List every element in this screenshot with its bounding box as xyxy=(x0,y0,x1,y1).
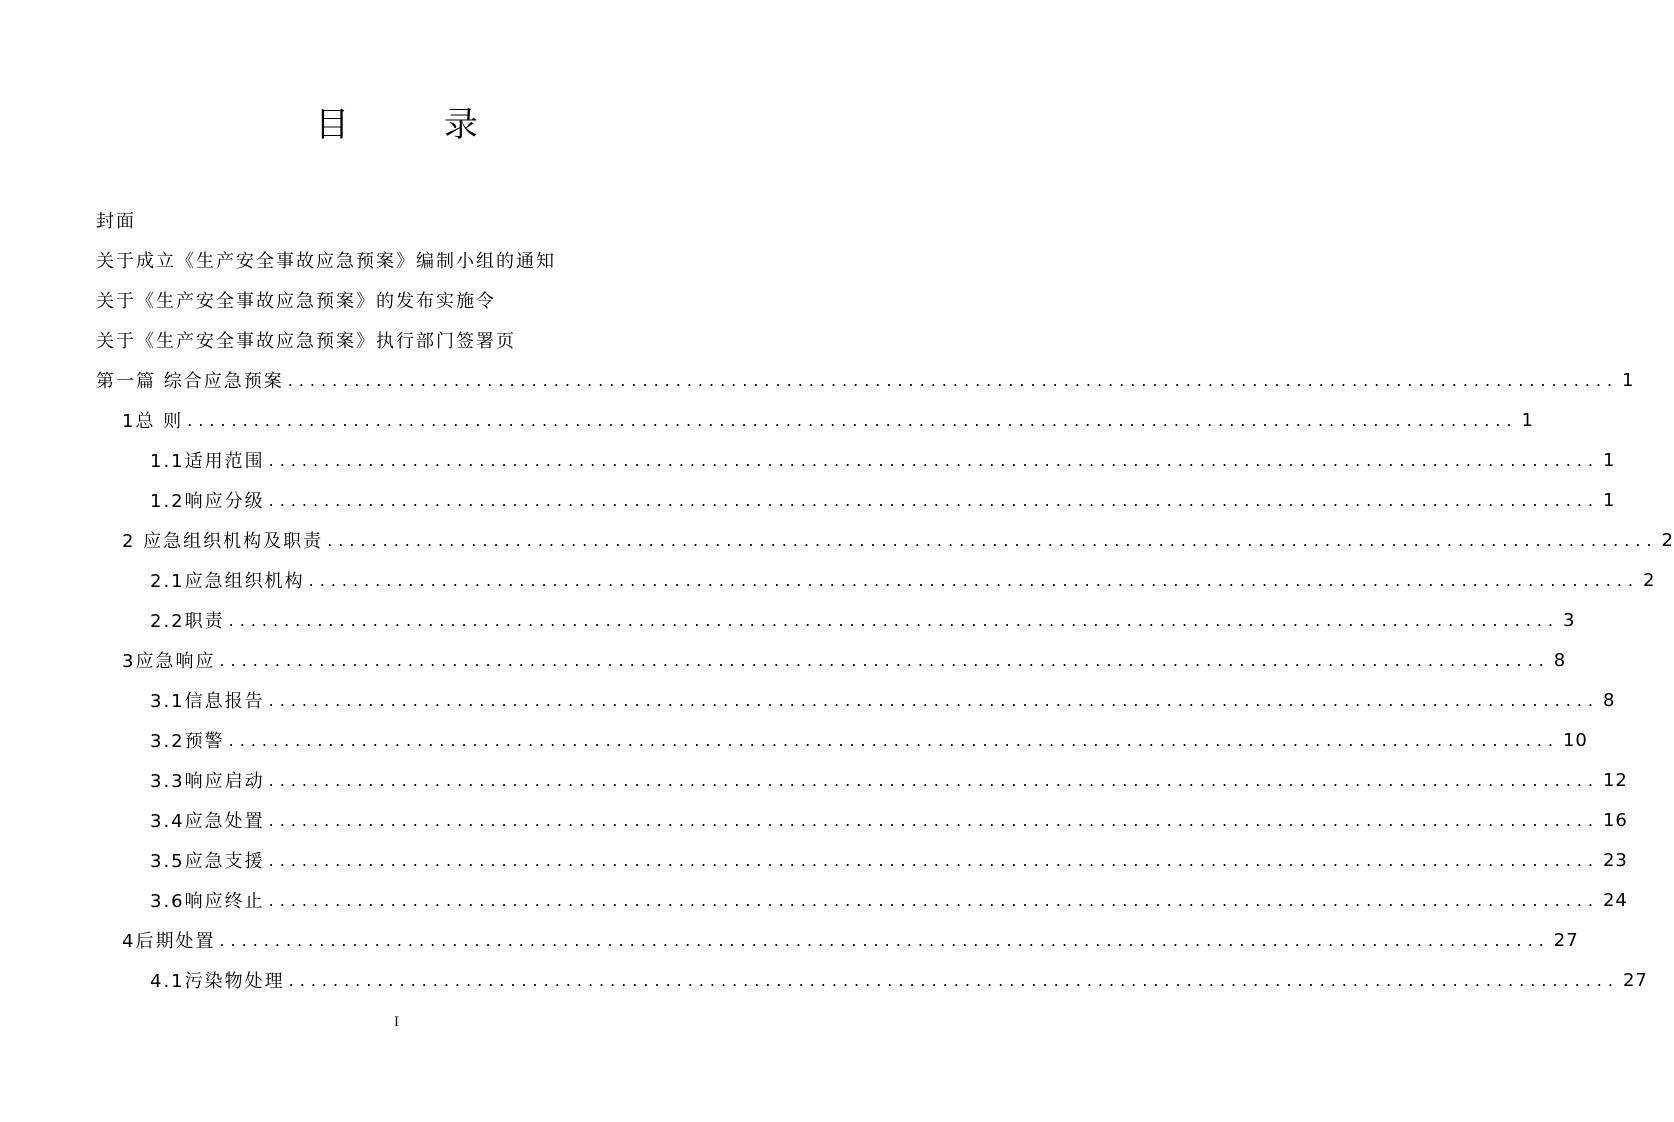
toc-entry[interactable] xyxy=(96,242,556,278)
toc-entry-label: 2 应急组织机构及职责 xyxy=(122,531,324,552)
toc-entry-page-number: 1 xyxy=(1602,449,1616,471)
toc-entry[interactable] xyxy=(150,962,1648,998)
toc-entry[interactable] xyxy=(150,722,1588,758)
toc-entry[interactable] xyxy=(150,562,1656,598)
toc-entry-page-number: 8 xyxy=(1602,689,1616,711)
toc-leader-dots: ........................................................................................................................ xyxy=(268,850,1599,870)
toc-entry[interactable] xyxy=(122,922,1579,958)
toc-entry[interactable] xyxy=(96,362,1635,398)
toc-entry-page-number: 12 xyxy=(1602,769,1628,791)
toc-leader-dots: ........................................................................................................................ xyxy=(219,930,1550,950)
toc-entry-page-number: 2 xyxy=(1642,569,1656,591)
toc-entry-page-number: 10 xyxy=(1562,729,1588,751)
toc-leader-dots: ........................................................................................................................ xyxy=(327,530,1658,550)
toc-entry[interactable] xyxy=(122,522,1674,558)
toc-leader-dots: ........................................................................................................................ xyxy=(219,650,1550,670)
toc-entry-label: 3.3响应启动 xyxy=(150,771,265,792)
toc-entry-label: 关于《生产安全事故应急预案》执行部门签署页 xyxy=(96,331,516,352)
toc-leader-dots: ........................................................................................................................ xyxy=(268,450,1599,470)
toc-entry-page-number: 3 xyxy=(1562,609,1576,631)
toc-entry[interactable] xyxy=(150,842,1628,878)
toc-leader-dots: ........................................................................................................................ xyxy=(268,690,1599,710)
toc-entry-label: 第一篇 综合应急预案 xyxy=(96,371,284,392)
page-title: 目 录 xyxy=(315,105,520,145)
toc-entry[interactable] xyxy=(150,442,1616,478)
toc-entry-label: 4.1污染物处理 xyxy=(150,971,285,992)
toc-entry-label: 3.2预警 xyxy=(150,731,225,752)
toc-entry-label: 3应急响应 xyxy=(122,651,216,672)
toc-entry[interactable] xyxy=(150,762,1628,798)
toc-entry-page-number: 27 xyxy=(1553,929,1579,951)
toc-entry-page-number: 27 xyxy=(1622,969,1648,991)
toc-entry[interactable] xyxy=(150,602,1576,638)
toc-entry-label: 关于《生产安全事故应急预案》的发布实施令 xyxy=(96,291,496,312)
toc-leader-dots: ........................................................................................................................ xyxy=(268,810,1599,830)
toc-entry[interactable] xyxy=(96,282,496,318)
toc-entry[interactable] xyxy=(122,402,1534,438)
toc-entry[interactable] xyxy=(150,682,1616,718)
toc-entry-label: 4后期处置 xyxy=(122,931,216,952)
toc-entry-label: 3.4应急处置 xyxy=(150,811,265,832)
toc-leader-dots: ........................................................................................................................ xyxy=(268,770,1599,790)
toc-leader-dots: ........................................................................................................................ xyxy=(187,410,1518,430)
toc-entry-page-number: 2 xyxy=(1661,529,1674,551)
page-number-footer: I xyxy=(394,1014,399,1030)
toc-leader-dots: ........................................................................................................................ xyxy=(288,970,1619,990)
toc-leader-dots: ........................................................................................................................ xyxy=(228,730,1559,750)
toc-entry[interactable] xyxy=(150,482,1616,518)
toc-leader-dots: ........................................................................................................................ xyxy=(268,490,1599,510)
toc-entry-label: 2.2职责 xyxy=(150,611,225,632)
toc-entry-label: 3.1信息报告 xyxy=(150,691,265,712)
toc-leader-dots: ........................................................................................................................ xyxy=(308,570,1639,590)
toc-entry-label: 封面 xyxy=(96,211,136,232)
toc-entry-label: 关于成立《生产安全事故应急预案》编制小组的通知 xyxy=(96,251,556,272)
toc-entry-label: 1.2响应分级 xyxy=(150,491,265,512)
toc-entry[interactable] xyxy=(150,802,1628,838)
toc-leader-dots: ........................................................................................................................ xyxy=(268,890,1599,910)
toc-entry-page-number: 1 xyxy=(1602,489,1616,511)
toc-entry-page-number: 23 xyxy=(1602,849,1628,871)
toc-entry-label: 3.6响应终止 xyxy=(150,891,265,912)
toc-entry-page-number: 24 xyxy=(1602,889,1628,911)
toc-entry-label: 3.5应急支援 xyxy=(150,851,265,872)
toc-entry-page-number: 8 xyxy=(1553,649,1567,671)
toc-leader-dots: ........................................................................................................................ xyxy=(287,370,1619,390)
toc-entry[interactable] xyxy=(150,882,1628,918)
toc-entry-page-number: 1 xyxy=(1622,369,1635,391)
toc-entry[interactable] xyxy=(96,202,136,238)
toc-entry-page-number: 1 xyxy=(1521,409,1534,431)
toc-entry[interactable] xyxy=(96,322,516,358)
toc-leader-dots: ........................................................................................................................ xyxy=(228,610,1559,630)
toc-entry[interactable] xyxy=(122,642,1567,678)
toc-entry-label: 1.1适用范围 xyxy=(150,451,265,472)
toc-entry-label: 2.1应急组织机构 xyxy=(150,571,305,592)
toc-entry-page-number: 16 xyxy=(1602,809,1628,831)
toc-entry-label: 1总 则 xyxy=(122,411,184,432)
